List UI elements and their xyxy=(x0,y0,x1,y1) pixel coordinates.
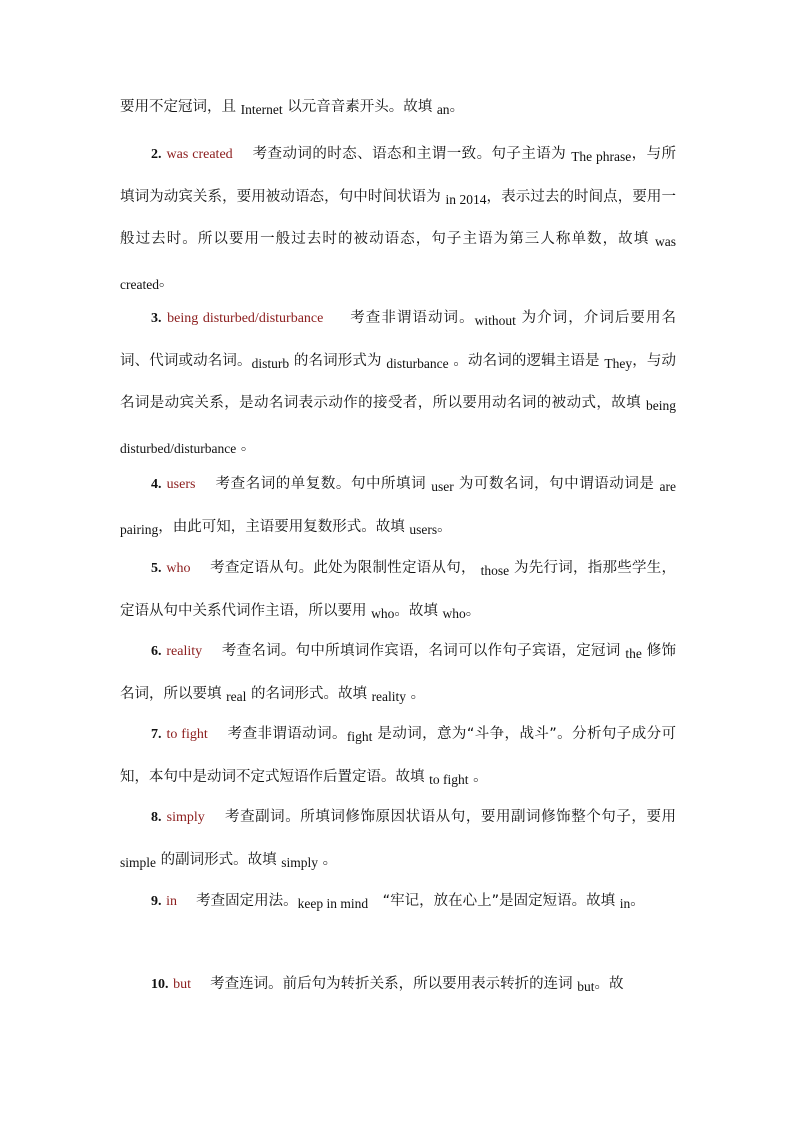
chinese-text: 考查定语从句。此处为限制性定语从句， xyxy=(195,560,481,576)
chinese-text: 。 xyxy=(406,685,426,702)
english-term: The phrase xyxy=(571,149,632,164)
chinese-text: ，表示过去的时间点，要用一般过去时。所以要用一般过去时的被动语态，句子主语为第三人称单数，故填 xyxy=(120,188,677,247)
chinese-text: 的副词形式。故填 xyxy=(156,851,282,868)
answer-text: being disturbed/disturbance xyxy=(167,311,324,326)
english-term: fight xyxy=(346,729,373,744)
chinese-text: 考查固定用法。 xyxy=(181,893,298,909)
answer-item-4 xyxy=(120,463,676,548)
english-term: was created xyxy=(120,234,676,292)
chinese-text: 。 xyxy=(437,518,452,535)
chinese-text: 。 xyxy=(630,893,645,909)
chinese-text: 。动名词的逻辑主语是 xyxy=(448,352,605,369)
english-term: in 2014 xyxy=(445,191,487,207)
english-term: users xyxy=(409,521,438,537)
answer-item-5 xyxy=(120,547,676,632)
answer-text: in xyxy=(166,894,177,909)
english-term: keep in mind xyxy=(297,896,369,911)
chinese-text: 。 xyxy=(317,851,338,868)
answer-text: users xyxy=(166,477,196,492)
explanation-text xyxy=(120,643,676,702)
chinese-text: 为可数名词，句中谓语动词是 xyxy=(453,476,660,492)
chinese-text: ，与所填词为动宾关系，要用被动语态，句中时间状语为 xyxy=(120,146,677,205)
chinese-text: 考查非谓语动词。 xyxy=(212,726,347,742)
chinese-text: 的名词形式。故填 xyxy=(246,685,372,702)
item-number: 4. xyxy=(151,477,162,492)
chinese-text: 考查连词。前后句为转折关系，所以要用表示转折的连词 xyxy=(195,976,578,992)
explanation-text xyxy=(120,146,676,290)
item-number: 9. xyxy=(151,894,162,909)
english-term: They xyxy=(604,355,633,371)
item-number: 5. xyxy=(151,561,162,576)
chinese-text: 要用不定冠词，且 xyxy=(120,99,241,115)
english-term: the xyxy=(625,646,642,661)
item-number: 10. xyxy=(151,977,169,992)
english-term: an xyxy=(436,102,450,117)
explanation-text xyxy=(120,310,676,454)
chinese-text: 是动词，意为“斗争，战斗”。分析句子成分可知，本句中是动词不定式短语作后置定语。故填 xyxy=(120,726,676,785)
chinese-text: 。 xyxy=(236,437,256,454)
english-term: but xyxy=(577,979,595,994)
english-term: disturbance xyxy=(386,355,449,371)
item-number: 2. xyxy=(151,147,162,162)
item-number: 6. xyxy=(151,644,162,659)
chinese-text: 考查动词的时态、语态和主谓一致。句子主语为 xyxy=(237,146,572,162)
answer-text: simply xyxy=(166,810,205,825)
chinese-text: ，由此可知，主语要用复数形式。故填 xyxy=(158,518,410,535)
chinese-text: 为先行词，指那些学生，定语从句中关系代词作主语，所以要用 xyxy=(120,560,677,619)
english-term: are pairing xyxy=(120,479,677,537)
english-term: who xyxy=(442,605,466,621)
answer-item-2 xyxy=(120,133,676,303)
english-term: those xyxy=(480,563,510,578)
explanation-text xyxy=(182,893,645,909)
chinese-text: 。故 xyxy=(594,976,624,992)
answer-text: who xyxy=(166,561,191,576)
english-term: being disturbed/disturbance xyxy=(120,398,676,456)
chinese-text: 的名词形式为 xyxy=(289,352,387,369)
answer-text: was created xyxy=(166,147,233,162)
english-term: user xyxy=(431,479,454,494)
english-term: real xyxy=(226,688,247,704)
answer-item-10 xyxy=(120,963,676,1006)
explanation-text xyxy=(120,476,676,535)
answer-text: reality xyxy=(166,644,203,659)
english-term: simply xyxy=(281,854,318,870)
chinese-text: ，与动名词是动宾关系，是动名词表示动作的接受者，所以要用动名词的被动式，故填 xyxy=(120,352,677,411)
english-term: to fight xyxy=(429,771,469,787)
english-term: without xyxy=(474,313,516,328)
answer-item-3 xyxy=(120,297,676,467)
chinese-text: 。 xyxy=(468,768,488,785)
chinese-text: 考查名词的单复数。句中所填词 xyxy=(200,476,432,492)
chinese-text: 。 xyxy=(449,99,465,115)
chinese-text: 考查非谓语动词。 xyxy=(329,310,475,326)
chinese-text: 修饰名词，所以要填 xyxy=(120,643,677,702)
english-term: disturb xyxy=(251,355,290,371)
english-term: simple xyxy=(120,854,156,870)
chinese-text: 考查副词。所填词修饰原因状语从句，要用副词修饰整个句子，要用 xyxy=(209,809,677,825)
chinese-text: 。 xyxy=(158,273,174,290)
chinese-text: 。 xyxy=(465,602,481,619)
explanation-text xyxy=(196,976,624,992)
item-number: 7. xyxy=(151,727,162,742)
chinese-text: 以元音音素开头。故填 xyxy=(282,99,437,115)
answer-item-6 xyxy=(120,630,676,715)
answer-item-8 xyxy=(120,797,676,881)
chinese-text: “牢记，放在心上”是固定短语。故填 xyxy=(368,893,620,909)
english-term: reality xyxy=(371,688,407,704)
chinese-text: 。故填 xyxy=(394,602,443,619)
chinese-text: 为介词，介词后要用名词、代词或动名词。 xyxy=(120,310,677,369)
item-number: 8. xyxy=(151,810,162,825)
paragraph-body xyxy=(120,99,464,115)
english-term: Internet xyxy=(240,102,283,117)
english-term: in xyxy=(619,896,631,911)
chinese-text: 考查名词。句中所填词作宾语，名词可以作句子宾语，定冠词 xyxy=(207,643,626,659)
english-term: who xyxy=(371,605,395,621)
answer-text: but xyxy=(173,977,191,992)
paragraph-continuation xyxy=(120,86,676,129)
explanation-text xyxy=(120,560,676,619)
answer-item-9 xyxy=(120,880,676,923)
item-number: 3. xyxy=(151,311,162,326)
answer-item-7 xyxy=(120,713,676,798)
answer-text: to fight xyxy=(166,727,208,742)
